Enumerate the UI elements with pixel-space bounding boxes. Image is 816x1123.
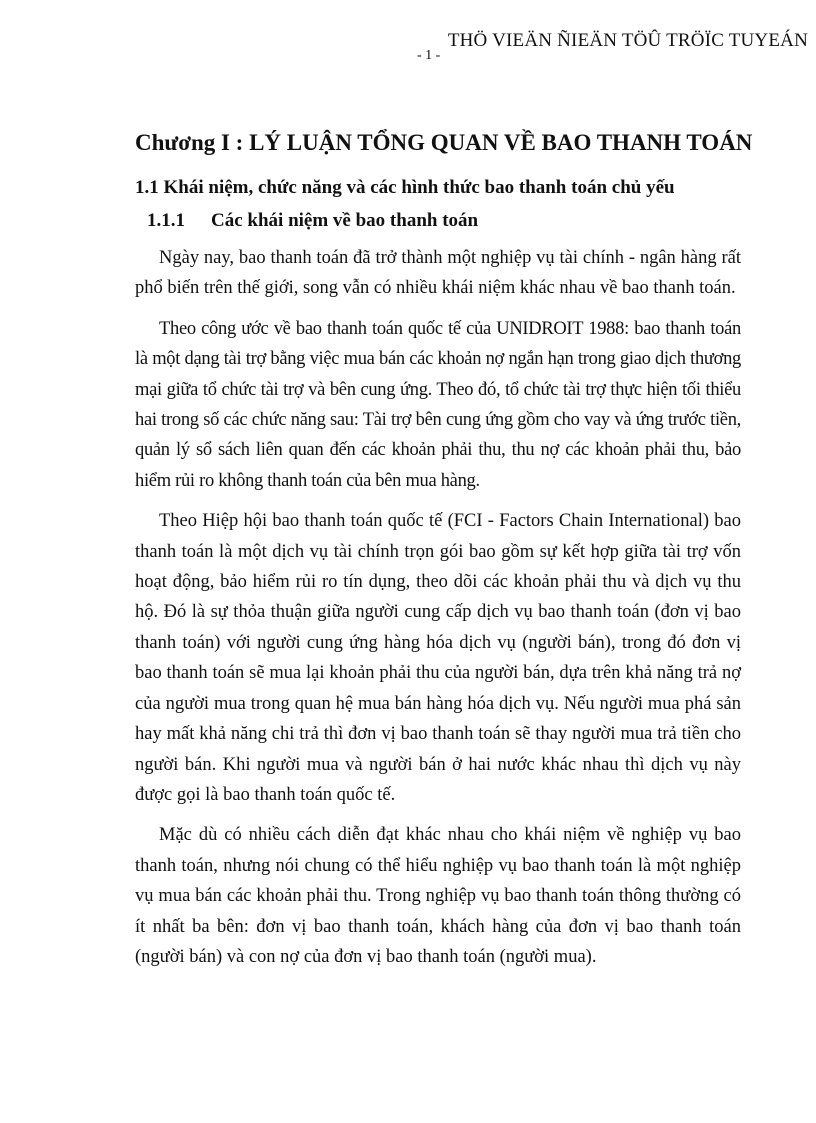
paragraph-unidroit: Theo công ước về bao thanh toán quốc tế của UNIDROIT 1988: bao thanh toán là một dạng tài trợ bằng việc mua bán các khoản nợ ngắn hạn trong giao dịch thương mại giữa tổ chức tài trợ và bên cung ứng. Theo đó, tổ chức tài trợ thực hiện tối thiểu hai trong số các chức năng sau: Tài trợ bên cung ứng gồm cho vay và ứng trước tiền, quản lý sổ sách liên quan đến các khoản phải thu, thu nợ các khoản phải thu, bảo hiểm rủi ro không thanh toán của bên mua hàng. [135,318,741,491]
paragraph-summary: Mặc dù có nhiều cách diễn đạt khác nhau cho khái niệm về nghiệp vụ bao thanh toán, nhưng nói chung có thể hiểu nghiệp vụ bao thanh toán là một nghiệp vụ mua bán các khoản phải thu. Trong nghiệp vụ bao thanh toán thông thường có ít nhất ba bên: đơn vị bao thanh toán, khách hàng của đơn vị bao thanh toán (người bán) và con nợ của đơn vị bao thanh toán (người mua). [135,825,741,967]
page-number: - 1 - [417,48,441,63]
header-library-text: THÖ VIEÄN ÑIEÄN TÖÛ TRÖÏC TUYEÁN [447,30,808,51]
paragraph-fci: Theo Hiệp hội bao thanh toán quốc tế (FCI - Factors Chain International) bao thanh toán là một dịch vụ tài chính trọn gói bao gồm sự kết hợp giữa tài trợ vốn hoạt động, bảo hiểm rủi ro tín dụng, theo dõi các khoản phải thu và dịch vụ thu hộ. Đó là sự thỏa thuận giữa người cung cấp dịch vụ bao thanh toán (đơn vị bao thanh toán) với người cung ứng hàng hóa dịch vụ (người bán), trong đó đơn vị bao thanh toán sẽ mua lại khoản phải thu của người bán, dựa trên khả năng trả nợ của người mua trong quan hệ mua bán hàng hóa dịch vụ. Nếu người mua phá sản hay mất khả năng chi trả thì đơn vị bao thanh toán sẽ thay người mua trả tiền cho người bán. Khi người mua và người bán ở hai nước khác nhau thì dịch vụ này được gọi là bao thanh toán quốc tế. [135,511,741,805]
subsection-heading [135,208,741,233]
section-title: 1.1 Khái niệm, chức năng và các hình thức bao thanh toán chủ yếu [135,177,675,198]
subsection-number: 1.1.1 [147,210,185,231]
subsection-title: Các khái niệm về bao thanh toán [211,210,479,231]
paragraph-intro: Ngày nay, bao thanh toán đã trở thành một nghiệp vụ tài chính - ngân hàng rất phổ biến trên thế giới, song vẫn có nhiều khái niệm khác nhau về bao thanh toán. [135,248,741,299]
chapter-title: Chương I : LÝ LUẬN TỔNG QUAN VỀ BAO THANH TOÁN [135,130,753,155]
document-body [135,128,753,982]
